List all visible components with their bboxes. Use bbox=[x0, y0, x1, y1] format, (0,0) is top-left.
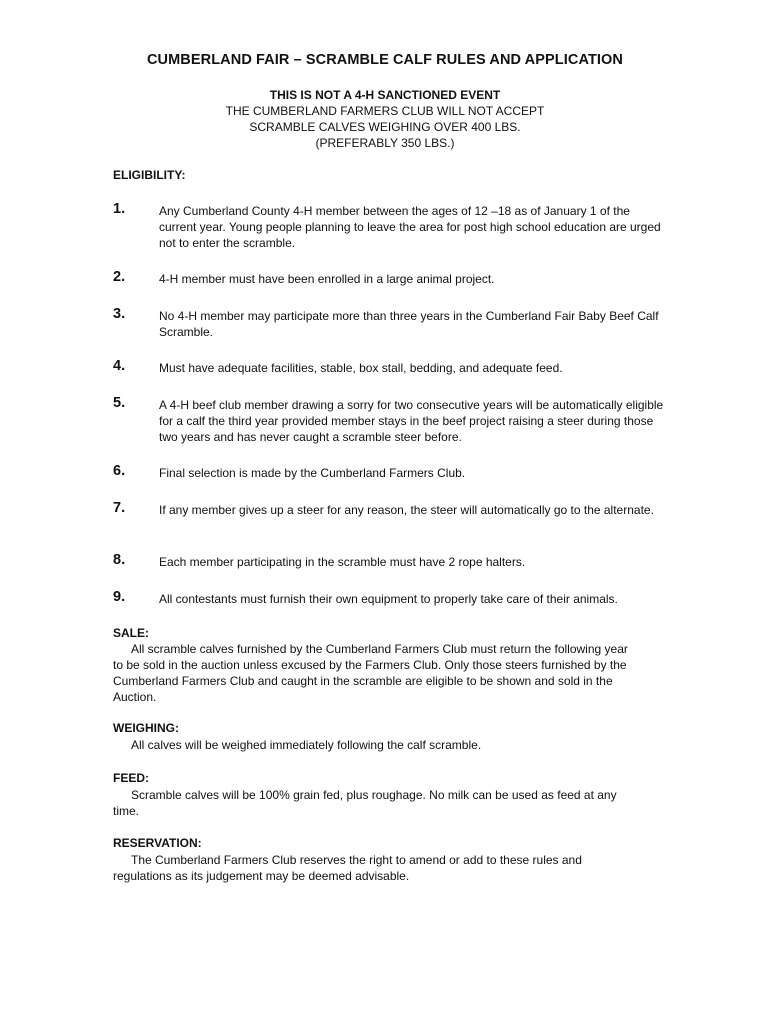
eligibility-heading: ELIGIBILITY: bbox=[113, 168, 186, 182]
rule-text: All contestants must furnish their own equipment to properly take care of their animals. bbox=[159, 592, 618, 606]
rule-number: 3. bbox=[113, 306, 126, 322]
rule-text: Any Cumberland County 4-H member between the ages of 12 –18 as of January 1 of the current year. Young people planning to leave the area for post high school education are urged not to enter the scramble. bbox=[159, 204, 661, 250]
feed-heading: FEED: bbox=[113, 771, 149, 785]
rule-number: 4. bbox=[113, 358, 126, 374]
rule-number: 9. bbox=[113, 589, 126, 605]
rule-text: If any member gives up a steer for any reason, the steer will automatically go to the alternate. bbox=[159, 503, 654, 517]
rule-number: 6. bbox=[113, 463, 126, 479]
rule-text: Final selection is made by the Cumberland Farmers Club. bbox=[159, 466, 466, 480]
rule-text: Each member participating in the scramble must have 2 rope halters. bbox=[159, 555, 526, 569]
notice-line-3: SCRAMBLE CALVES WEIGHING OVER 400 LBS. bbox=[249, 120, 521, 134]
document-title: CUMBERLAND FAIR – SCRAMBLE CALF RULES AND APPLICATION bbox=[146, 52, 623, 68]
rule-text: No 4-H member may participate more than three years in the Cumberland Fair Baby Beef Calf Scramble. bbox=[159, 309, 659, 339]
rule-number: 1. bbox=[113, 201, 126, 217]
reservation-paragraph: The Cumberland Farmers Club reserves the right to amend or add to these rules and regulations as its judgement may be deemed advisable. bbox=[113, 853, 582, 883]
feed-paragraph: Scramble calves will be 100% grain fed, plus roughage. No milk can be used as feed at any time. bbox=[113, 788, 617, 818]
rule-text: Must have adequate facilities, stable, box stall, bedding, and adequate feed. bbox=[159, 361, 563, 375]
notice-line-4: (PREFERABLY 350 LBS.) bbox=[315, 136, 455, 150]
sale-paragraph: All scramble calves furnished by the Cumberland Farmers Club must return the following year to be sold in the auction unless excused by the Farmers Club. Only those steers furnished by the Cumberland Farmers Club and caught in the scramble are eligible to be shown and sold in the Auction. bbox=[113, 642, 628, 704]
weighing-paragraph: All calves will be weighed immediately following the calf scramble. bbox=[131, 738, 482, 752]
notice-line-1: THIS IS NOT A 4-H SANCTIONED EVENT bbox=[269, 88, 501, 102]
sale-heading: SALE: bbox=[113, 626, 149, 640]
rule-number: 5. bbox=[113, 395, 126, 411]
rule-text: A 4-H beef club member drawing a sorry for two consecutive years will be automatically eligible for a calf the third year provided member stays in the beef project raising a steer during those two years and has never caught a scramble steer before. bbox=[159, 398, 664, 444]
rule-number: 7. bbox=[113, 500, 126, 516]
reservation-heading: RESERVATION: bbox=[113, 836, 202, 850]
rule-number: 8. bbox=[113, 552, 126, 568]
weighing-heading: WEIGHING: bbox=[113, 721, 179, 735]
notice-line-2: THE CUMBERLAND FARMERS CLUB WILL NOT ACCEPT bbox=[225, 104, 545, 118]
rule-text: 4-H member must have been enrolled in a large animal project. bbox=[159, 272, 495, 286]
rule-number: 2. bbox=[113, 269, 126, 285]
